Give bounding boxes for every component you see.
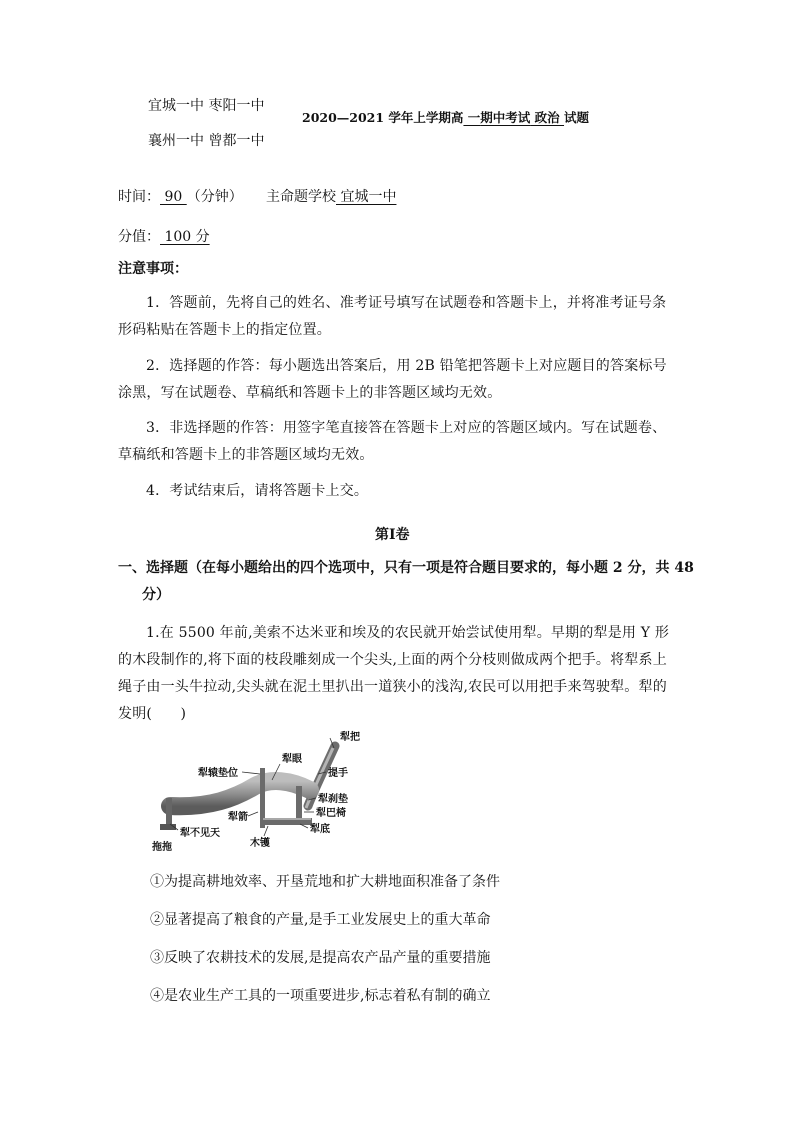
option-3: ③反映了农耕技术的发展,是提高农产品产量的重要措施: [150, 950, 491, 966]
question-stem: 1.在 5500 年前,美索不达米亚和埃及的农民就开始尝试使用犁。早期的犁是用 Y 形的木段制作的,将下面的枝段雕刻成一个尖头,上面的两个分枝则做成两个把手。将犁系上绳子由一头牛拉动,尖头就在泥土里扒出一道狭小的浅沟,农民可以用把手来驾驶犁。犁的发明( ): [118, 625, 670, 722]
label-handle: 犁把: [340, 732, 360, 743]
volume-heading: 第Ⅰ卷: [375, 527, 410, 543]
lead-school: [266, 186, 396, 206]
school-names-line1: 宜城一中 枣阳一中: [148, 98, 265, 114]
note-item-4: 4．考试结束后，请将答题卡上交。: [146, 483, 369, 499]
title-prefix: 2020—2021 学年上学期高: [302, 110, 464, 125]
exam-time: [118, 186, 243, 206]
option-4: ④是农业生产工具的一项重要进步,标志着私有制的确立: [150, 988, 491, 1004]
label-hidden: 犁不见天: [180, 828, 220, 839]
plow-figure: [150, 728, 380, 858]
note-item-1: 1．答题前，先将自己的姓名、准考证号填写在试题卷和答题卡上，并将准考证号条形码粘贴在答题卡上的指定位置。: [118, 295, 667, 338]
score-value: 100 分: [160, 229, 210, 245]
label-pad-pos: 犁辕垫位: [198, 768, 238, 779]
note-item-2: 2．选择题的作答：每小题选出答案后，用 2B 铅笔把答题卡上对应题目的答案标号涂黑，写在试题卷、草稿纸和答题卡上的非答题区域均无效。: [118, 358, 667, 401]
title-grade: 一: [463, 110, 481, 125]
label-pad: 犁刹垫: [318, 794, 348, 805]
label-eye: 犁眼: [282, 754, 302, 765]
title-subject: 政治: [530, 110, 565, 125]
time-unit: （分钟）: [186, 189, 243, 205]
notes-heading: 注意事项：: [118, 261, 188, 277]
note-item-3: 3．非选择题的作答：用签字笔直接答在答题卡上对应的答题区域内。写在试题卷、草稿纸和答题卡上的非答题区域均无效。: [118, 420, 667, 463]
title-suffix: 试题: [564, 110, 590, 125]
label-beam: 犁箭: [228, 812, 248, 823]
school-names-line2: 襄州一中 曾都一中: [148, 133, 265, 149]
section-heading: 一、选择题（在每小题给出的四个选项中，只有一项是符合题目要求的，每小题 2 分，共 48 分）: [118, 560, 694, 603]
school-label: 主命题学校: [266, 189, 336, 205]
exam-score: [118, 226, 210, 246]
label-bottom: 犁底: [310, 824, 330, 835]
time-label: 时间：: [118, 189, 160, 205]
score-label: 分值：: [118, 229, 160, 245]
label-wedge: 犁巴椅: [316, 808, 346, 819]
page-title: [302, 108, 589, 126]
label-drag: 拖拖: [152, 842, 172, 853]
label-wood: 木镬: [250, 838, 270, 849]
school-value: 宜城一中: [336, 189, 397, 205]
option-2: ②显著提高了粮食的产量,是手工业发展史上的重大革命: [150, 912, 491, 928]
option-1: ①为提高耕地效率、开垦荒地和扩大耕地面积准备了条件: [150, 874, 500, 890]
title-mid: 期中考试: [480, 110, 531, 125]
label-grip: 提手: [328, 768, 348, 779]
time-value: 90: [160, 189, 187, 205]
